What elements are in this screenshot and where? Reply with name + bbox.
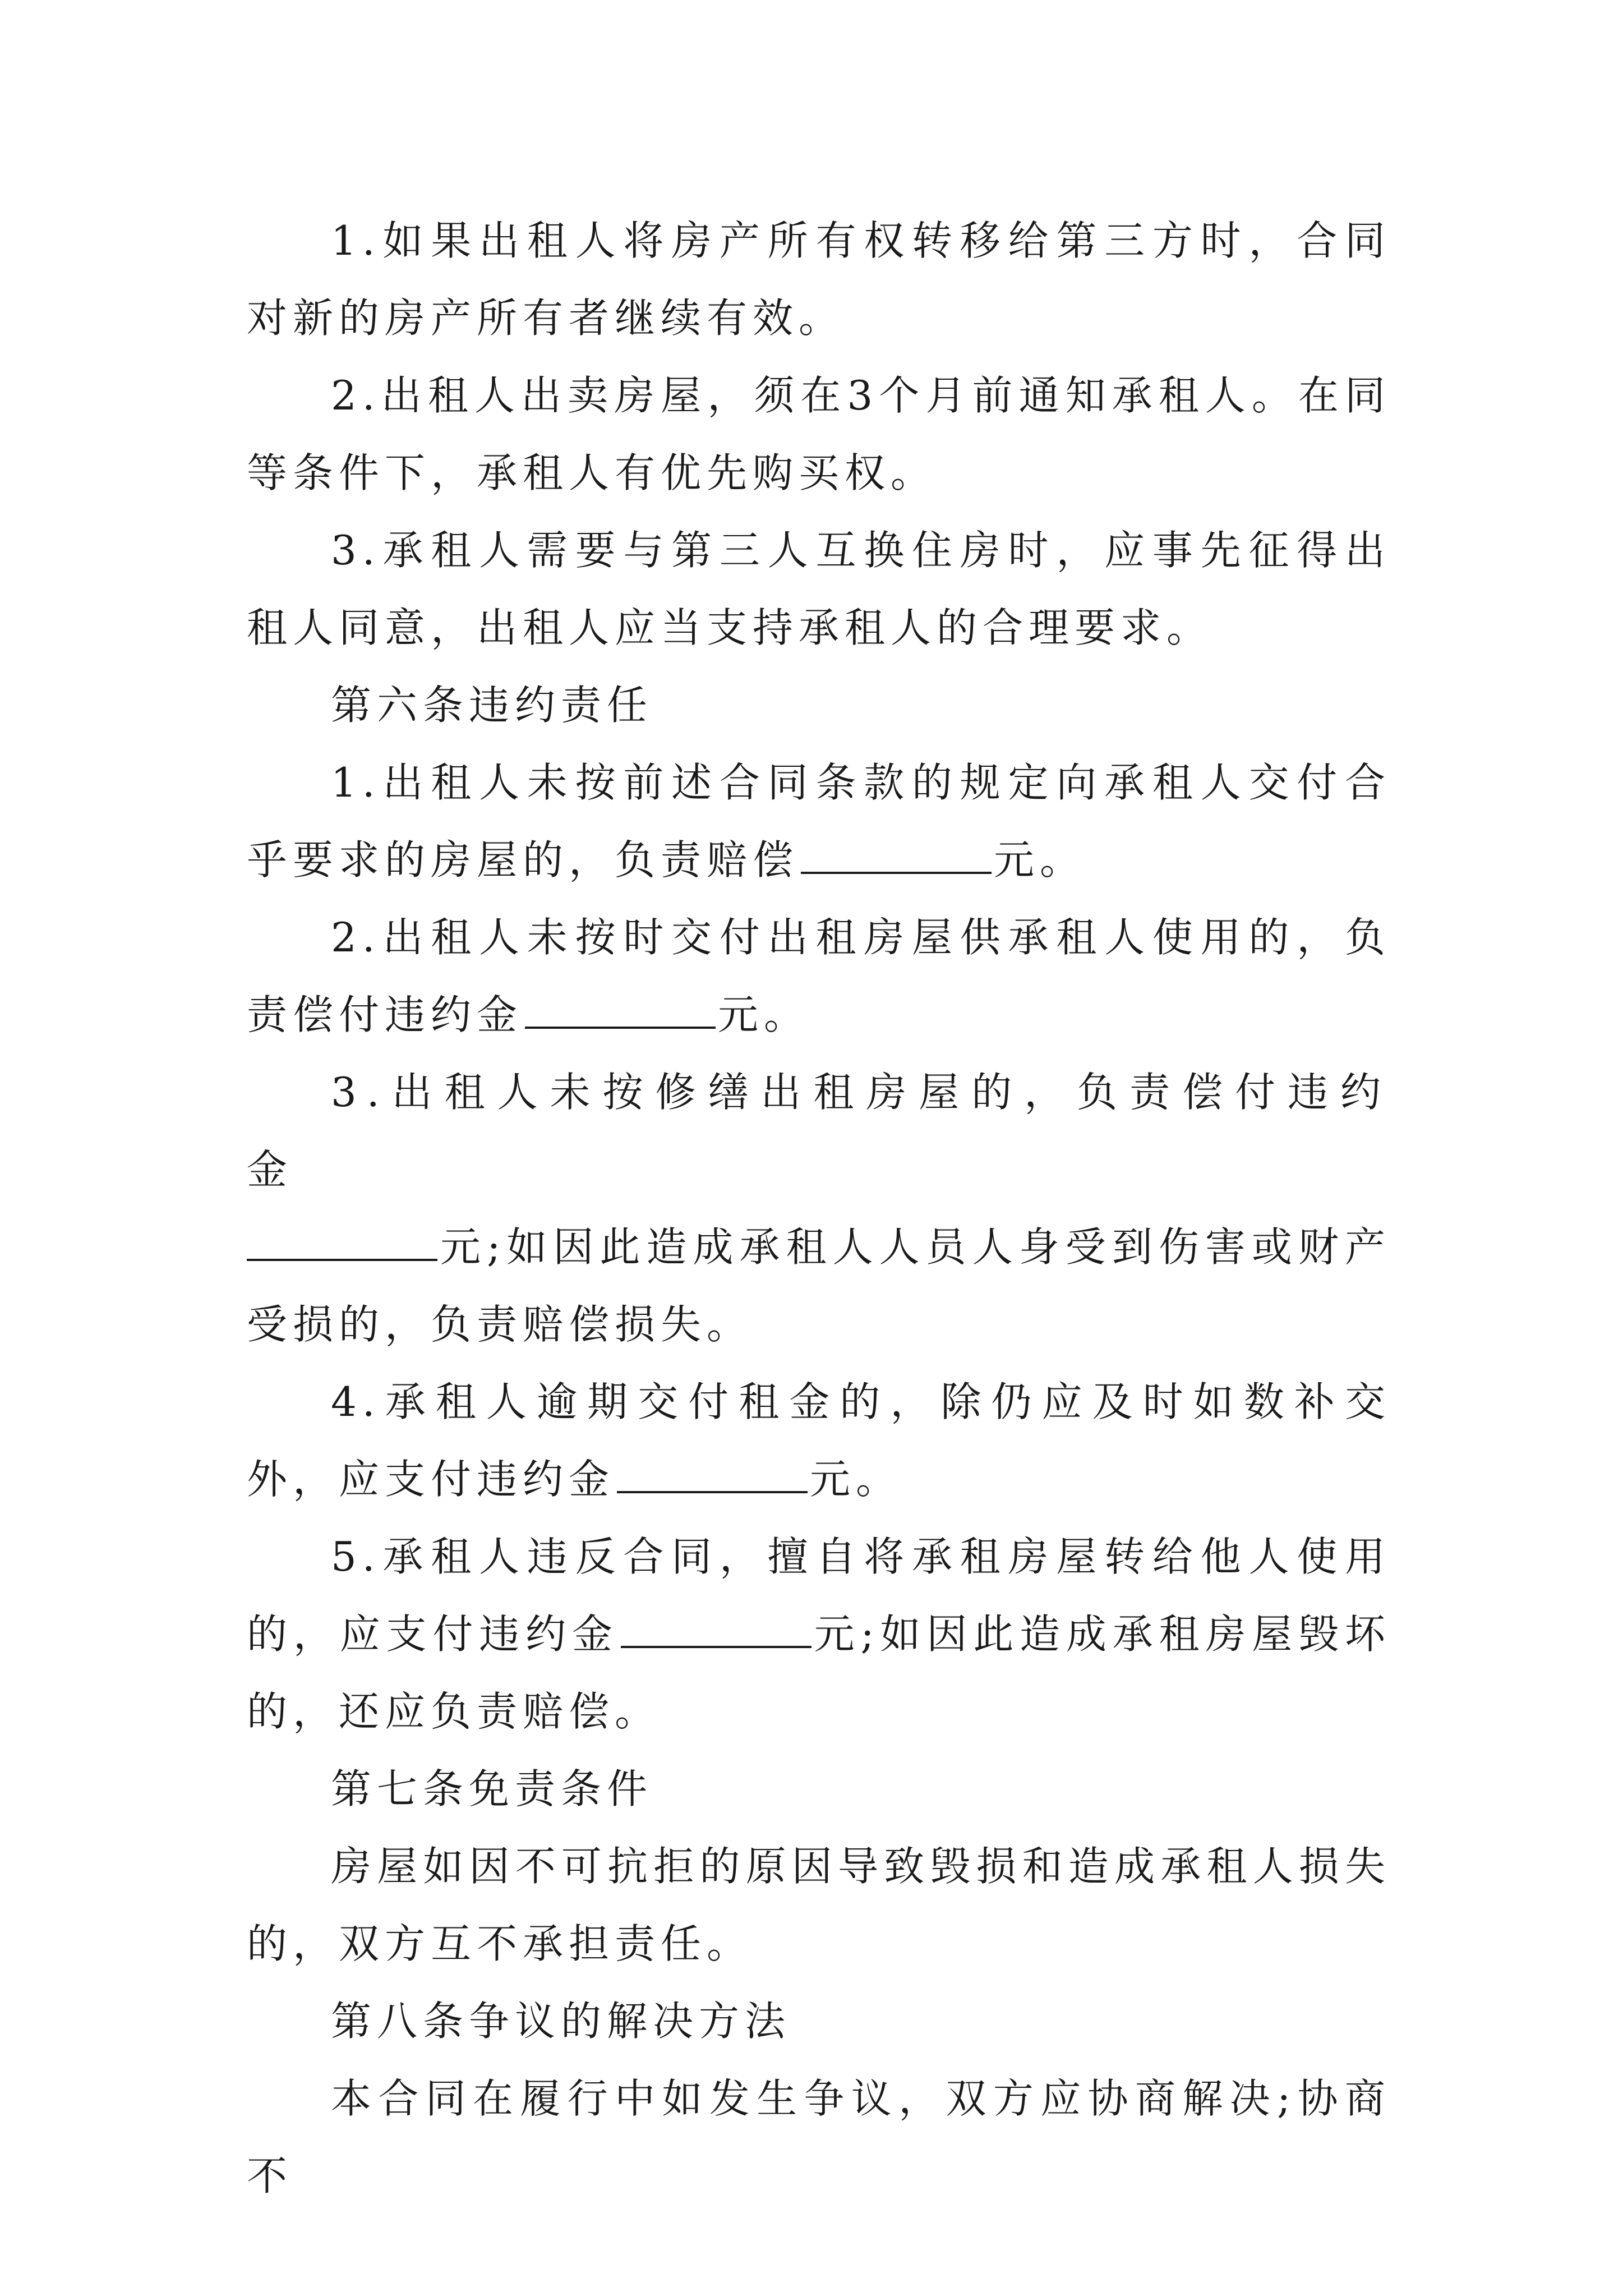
paragraph-text: 5.承租人违反合同，擅自将承租房屋转给他人使用的，应支付违约金 bbox=[247, 1533, 1391, 1658]
paragraph-text: 4.承租人逾期交付租金的，除仍应及时如数补交外，应支付违约金 bbox=[247, 1378, 1391, 1503]
heading-text: 第六条违约责任 bbox=[331, 682, 653, 729]
paragraph-text: 元。 bbox=[810, 1456, 902, 1503]
paragraph-text: 元;如因此造成承租人人员人身受到伤害或财产受损的，负责赔偿损失。 bbox=[247, 1223, 1391, 1348]
paragraph-text: 元。 bbox=[994, 836, 1086, 884]
amount-blank bbox=[621, 1611, 811, 1648]
heading-text: 第八条争议的解决方法 bbox=[331, 1998, 791, 2045]
paragraph-text: 1.如果出租人将房产所有权转移给第三方时，合同对新的房产所有者继续有效。 bbox=[247, 217, 1391, 342]
paragraph-text: 3.出租人未按修缮出租房屋的，负责偿付违约金 bbox=[247, 1069, 1391, 1193]
article-8-heading bbox=[247, 1982, 1391, 2060]
clause-breach-3-continued bbox=[247, 1208, 1391, 1363]
clause-sale-notice bbox=[247, 357, 1391, 512]
amount-blank bbox=[617, 1456, 808, 1493]
paragraph-text: 本合同在履行中如发生争议，双方应协商解决;协商不 bbox=[247, 2075, 1391, 2200]
amount-blank bbox=[525, 992, 716, 1029]
clause-breach-2 bbox=[247, 899, 1391, 1053]
amount-blank bbox=[247, 1224, 437, 1261]
clause-breach-1 bbox=[247, 744, 1391, 899]
paragraph-text: 元。 bbox=[718, 991, 810, 1038]
clause-breach-3 bbox=[247, 1053, 1391, 1208]
paragraph-text: 3.承租人需要与第三人互换住房时，应事先征得出租人同意，出租人应当支持承租人的合理要求。 bbox=[247, 527, 1391, 651]
clause-dispute bbox=[247, 2060, 1391, 2215]
article-6-heading bbox=[247, 666, 1391, 744]
paragraph-text: 房屋如因不可抗拒的原因导致毁损和造成承租人损失的，双方互不承担责任。 bbox=[247, 1843, 1391, 1967]
paragraph-text: 元;如因此造成承租房屋毁坏的，还应负责赔偿。 bbox=[247, 1611, 1391, 1735]
paragraph-text: 2.出租人出卖房屋，须在3个月前通知承租人。在同等条件下，承租人有优先购买权。 bbox=[247, 372, 1391, 496]
amount-blank bbox=[801, 837, 992, 874]
contract-text bbox=[247, 202, 1391, 2215]
heading-text: 第七条免责条件 bbox=[331, 1765, 653, 1812]
clause-breach-4 bbox=[247, 1363, 1391, 1518]
clause-housing-exchange bbox=[247, 512, 1391, 666]
paragraph-text: 1.出租人未按前述合同条款的规定向承租人交付合乎要求的房屋的，负责赔偿 bbox=[247, 759, 1391, 884]
clause-force-majeure bbox=[247, 1828, 1391, 1982]
paragraph-text: 2.出租人未按时交付出租房屋供承租人使用的，负责偿付违约金 bbox=[247, 914, 1391, 1038]
article-7-heading bbox=[247, 1750, 1391, 1828]
clause-breach-5 bbox=[247, 1518, 1391, 1750]
clause-transfer-ownership bbox=[247, 202, 1391, 357]
